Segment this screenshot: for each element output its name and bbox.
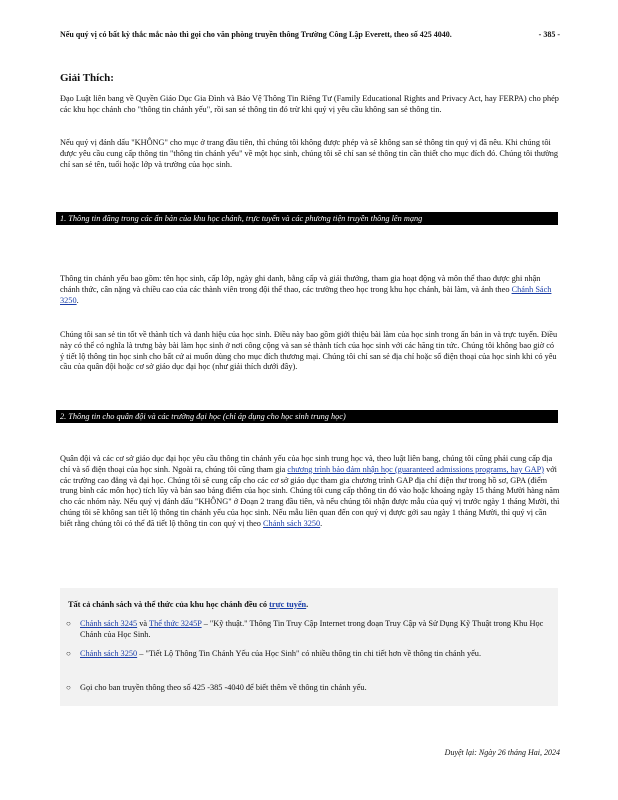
header-text: Nếu quý vị có bất kỳ thắc mắc nào thì gọi cho văn phòng truyền thông Trường Công Lập Everett, theo số 425 4040. — [60, 30, 452, 39]
box-title-end: . — [306, 600, 309, 609]
bullet-icon: ○ — [66, 619, 71, 628]
section-1-text: Thông tin chánh yếu bao gồm: tên học sinh, cấp lớp, ngày ghi danh, bằng cấp và giải thưởng, tham gia hoạt động và môn thể thao được ghi nhận chánh thức, cân nặng và chiều cao của các thành viên trong đội thể thao, các trường theo học trong khu học chánh, bài làm, và ảnh theo — [60, 274, 541, 294]
policy-3250-link-3[interactable]: Chánh sách 3250 — [80, 649, 138, 658]
section-1-paragraph-1 — [60, 274, 560, 306]
item-text: Gọi cho ban truyền thông theo số 425 -385 -4040 để biết thêm về thông tin chánh yếu. — [80, 683, 367, 692]
policy-3245-link[interactable]: Chánh sách 3245 — [80, 619, 138, 628]
bullet-icon: ○ — [66, 649, 71, 658]
item-text: – "Tiết Lộ Thông Tin Chánh Yếu của Học Sinh" có nhiều thông tin chi tiết hơn về thông tin chánh yếu. — [139, 649, 482, 658]
section-1-paragraph-2: Chúng tôi san sẻ tin tốt về thành tích và danh hiệu của học sinh. Điều này bao gồm giới thiệu bài làm của học sinh trong ấn bản in và trực tuyến. Điều này có thể có nghĩa là trưng bày bài làm học sinh ở nơi công cộng và san sẻ thành tích của học sinh với các hãng tin tức. Chúng tôi không bao giờ có ý tiết lộ thông tin học sinh cho bất cứ ai muốn dùng cho mục đích thương mại. Chúng tôi chỉ san sẻ địa chỉ hoặc số điện thoại của học sinh khi có yêu cầu của quân đội hoặc cơ sở giáo dục đại học (như giải thích dưới đây). — [60, 330, 558, 372]
page-number: - 385 - — [538, 30, 560, 39]
policies-box — [60, 588, 558, 706]
item-conjunction: và — [139, 619, 148, 628]
procedure-3245p-link[interactable]: Thể thức 3245P — [149, 619, 202, 628]
online-policies-link[interactable]: trực tuyến — [269, 600, 307, 609]
intro-paragraph-1: Đạo Luật liên bang về Quyền Giáo Dục Gia Đình và Bảo Vệ Thông Tin Riêng Tư (Family Educational Rights and Privacy Act, hay FERPA) cho phép các khu học chánh cho "thông tin chánh yếu", rồi san sẻ thông tin đó trừ khi quý vị yêu cầu không san sẻ thông tin. — [60, 94, 559, 114]
list-item — [66, 648, 550, 659]
section-2-text-2: với các trường cao đẳng và đại học. Chúng tôi sẽ cung cấp cho các cơ sở giáo dục tham gia chương trình GAP địa chỉ điện thư trong hồ sơ, GPA (điểm trung bình các môn học) tích lũy và bản sao bảng điểm của học sinh. Chúng tôi cung cấp thông tin đó vào hoặc khoảng ngày 15 tháng Mười hàng năm cho các nhóm này. Nếu quý vị đánh dấu "KHÔNG" ở Đoạn 2 trang đầu tiên, và nếu chúng tôi nhận được mẫu của quý vị trước ngày 1 tháng Mười, thì chúng tôi sẽ không san tiết lộ thông tin chánh yếu của học sinh. Nếu mẫu liên quan đến con quý vị được gởi sau ngày 1 tháng Mười, thì quý vị cần biết rằng chúng tôi có thể đã tiết lộ thông tin con quý vị theo — [60, 464, 560, 528]
section-2-paragraph — [60, 454, 560, 530]
box-title-text: Tất cả chánh sách và thể thức của khu học chánh đều có — [68, 600, 268, 609]
section-2-text-1: Quân đội và các cơ sở giáo dục đại học yêu cầu thông tin chánh yếu của học sinh trung học và, theo luật liên bang, chúng tôi cũng phải cung cấp địa chỉ và số điện thoại của học sinh. Ngoài ra, chúng tôi cũng tham gia — [60, 454, 553, 474]
policy-3250-link[interactable]: Chánh Sách 3250 — [60, 284, 552, 305]
section-1-heading: 1. Thông tin đăng trong các ấn bản của khu học chánh, trực tuyến và các phương tiện truyền thông lên mạng — [56, 212, 558, 225]
gap-program-link[interactable]: chương trình bảo đảm nhận học (guaranteed admissions programs, hay GAP) — [287, 464, 545, 474]
section-2-end: . — [320, 518, 323, 528]
bullet-icon: ○ — [66, 683, 71, 692]
section-title: Giải Thích: — [60, 72, 114, 84]
revision-date: Duyệt lại: Ngày 26 tháng Hai, 2024 — [444, 748, 560, 757]
intro-paragraph-2: Nếu quý vị đánh dấu "KHÔNG" cho mục ở trang đầu tiên, thì chúng tôi không được phép và sẽ không san sẻ thông tin quý vị đã nêu. Khi chúng tôi được yêu cầu cung cấp thông tin "thông tin chánh yếu" về một học sinh, chúng tôi sẽ chỉ san sẻ thông tin cần thiết cho mục đích đó. Chúng tôi thường chỉ san sẻ tên, tuổi hoặc lớp và trường của học sinh. — [60, 138, 559, 169]
section-1-end: . — [76, 295, 79, 305]
section-2-heading: 2. Thông tin cho quân đội và các trường đại học (chỉ áp dụng cho học sinh trung học) — [56, 410, 558, 423]
list-item — [66, 618, 550, 640]
policies-box-title — [68, 600, 308, 609]
list-item — [66, 682, 550, 693]
policy-3250-link-2[interactable]: Chánh sách 3250 — [263, 518, 321, 528]
item-text: – "Kỹ thuật." Thông Tin Truy Cập Internet trong đoạn Truy Cập và Sử Dụng Kỹ Thuật trong Khu Học Chánh của Học Sinh. — [80, 619, 544, 639]
page-header — [60, 30, 560, 40]
